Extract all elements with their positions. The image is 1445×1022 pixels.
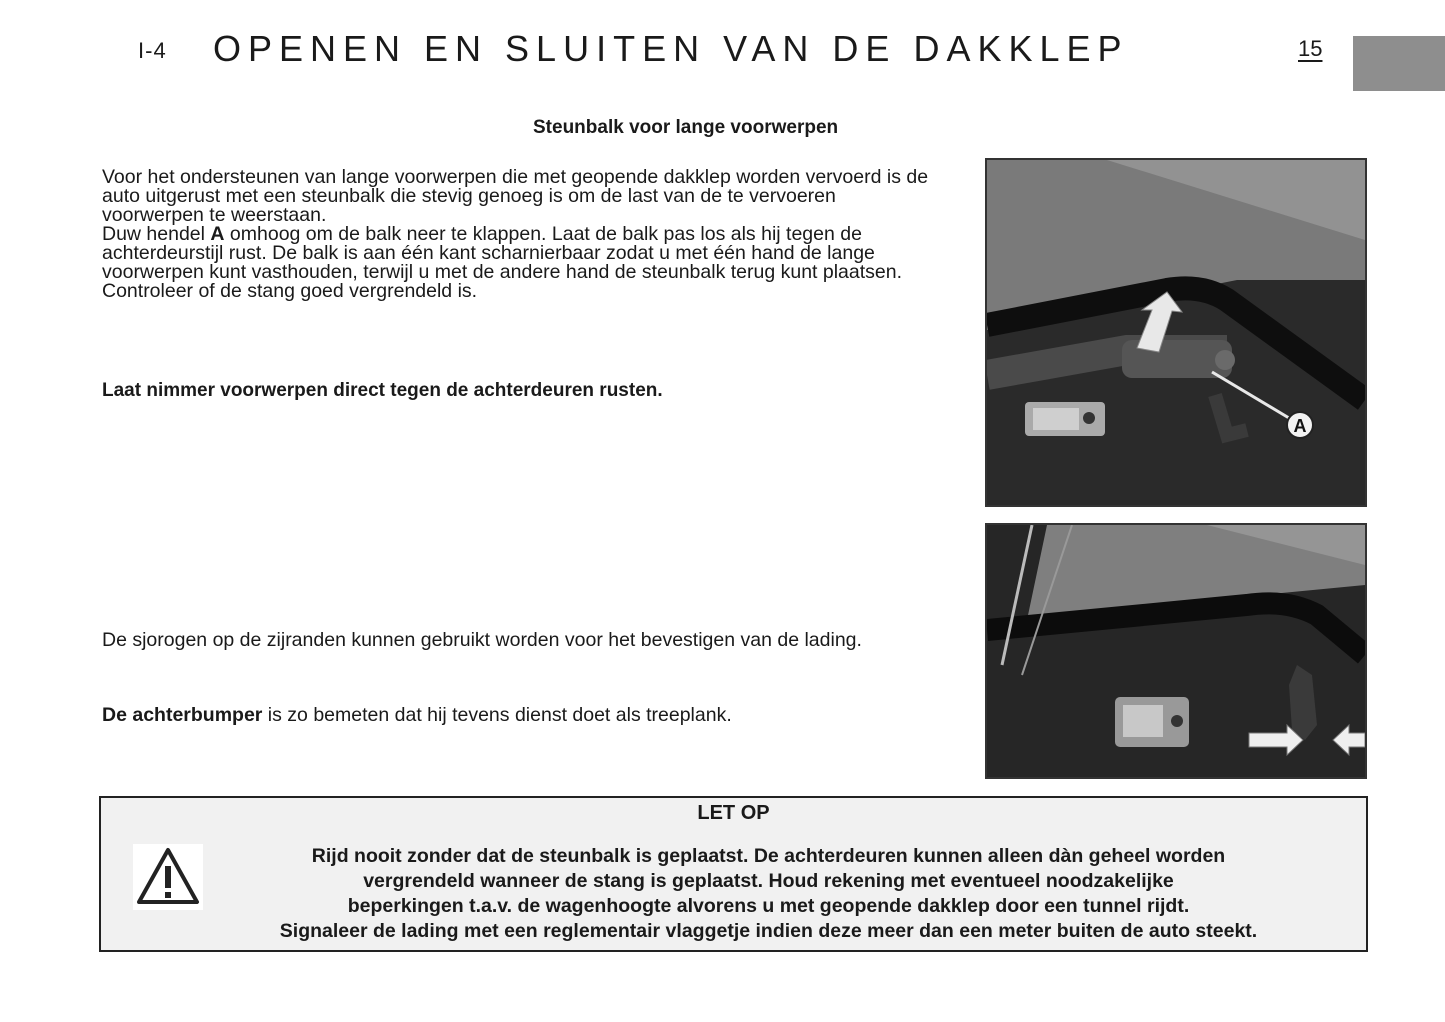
support-bar-photo [985,158,1367,507]
page-number: 15 [1298,36,1323,61]
caution-line: beperkingen t.a.v. de wagenhoogte alvorens u met geopende dakklep door een tunnel rijdt. [347,895,1190,917]
chapter-tab-marker [1353,36,1445,91]
bar-hinge-photo [985,523,1367,779]
section-subheading: Steunbalk voor lange voorwerpen [533,117,839,138]
lever-a-label: A [1293,416,1307,436]
caution-text [181,844,1356,944]
lever-label: A [210,223,225,245]
caution-box [99,796,1368,952]
instruction-paragraph [102,168,932,301]
warning-line: Laat nimmer voorwerpen direct tegen de achterdeuren rusten. [102,380,663,401]
section-code: I-4 [138,38,167,63]
caution-line: Signaleer de lading met een reglementair vlaggetje indien deze meer dan een meter buiten de auto steekt. [279,920,1258,942]
caution-line: Rijd nooit zonder dat de steunbalk is geplaatst. De achterdeuren kunnen alleen dàn geheel worden [311,845,1226,867]
bumper-label: De achterbumper [102,704,263,726]
intro-text: Voor het ondersteunen van lange voorwerpen die met geopende dakklep worden vervoerd is de auto uitgerust met een steunbalk die stevig genoeg is om de last van de te vervoeren voorwerpen te weerstaan. [102,166,929,226]
lashing-text: De sjorogen op de zijranden kunnen gebruikt worden voor het bevestigen van de lading. [102,629,862,651]
bumper-text: De achterbumper is zo bemeten dat hij tevens dienst doet als treeplank. [102,704,732,726]
page-title: OPENEN EN SLUITEN VAN DE DAKKLEP [213,28,1129,69]
caution-heading: LET OP [697,802,770,824]
caution-line: vergrendeld wanneer de stang is geplaatst. Houd rekening met eventueel noodzakelijke [363,870,1174,892]
check-instruction: Controleer of de stang goed vergrendeld is. [102,280,478,302]
lever-instruction: Duw hendel A omhoog om de balk neer te klappen. Laat de balk pas los als hij tegen de achterdeurstijl rust. De balk is aan één kant scharnierbaar zodat u met één hand de lange voorwerpen kunt vasthouden, terwijl u met de andere hand de steunbalk terug kunt plaatsen. [102,223,903,283]
